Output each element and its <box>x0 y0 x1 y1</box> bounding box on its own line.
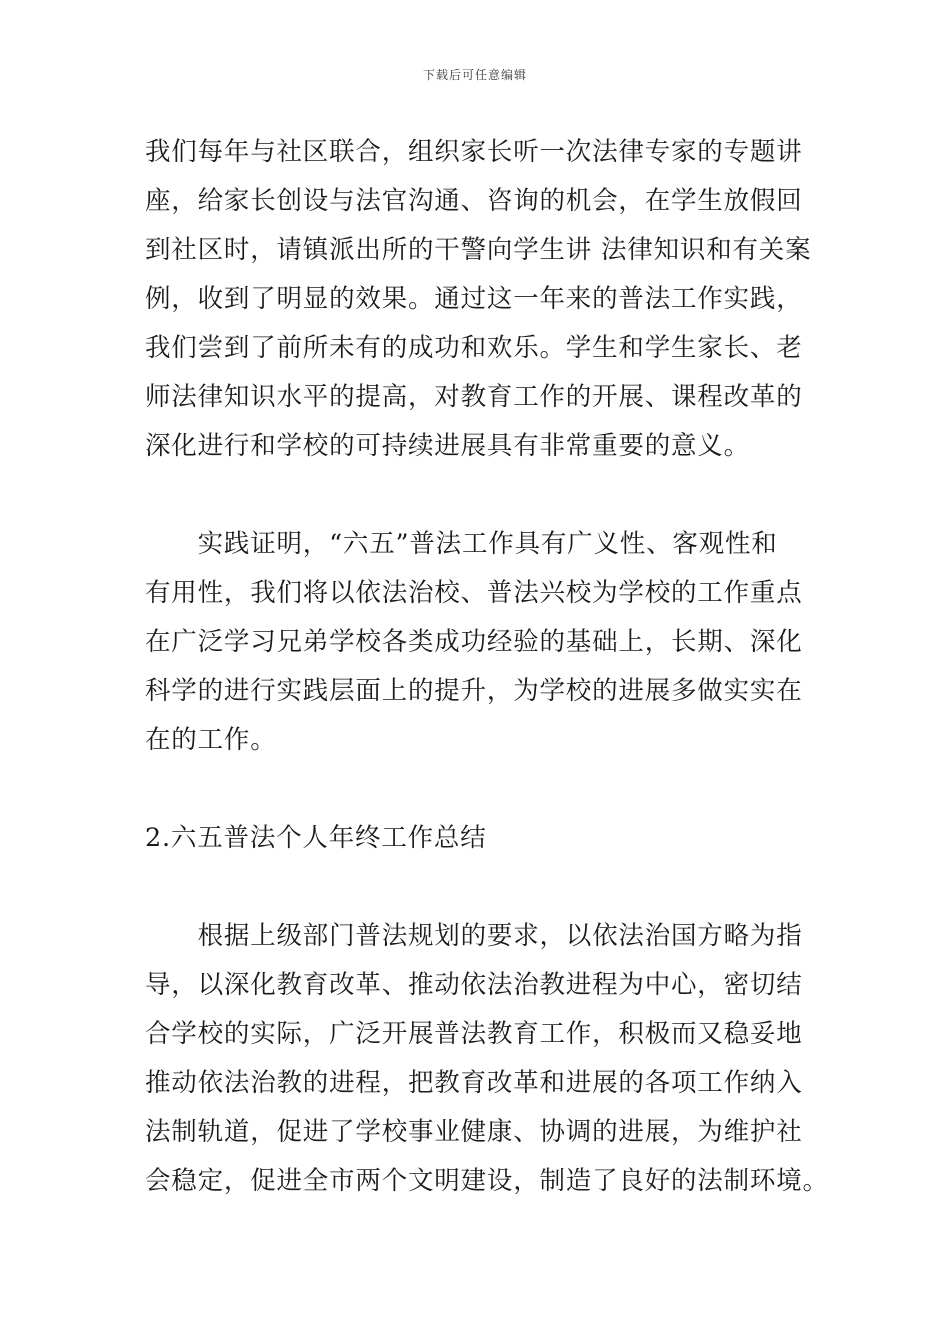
text-line: 法制轨道，促进了学校事业健康、协调的进展，为维护社 <box>145 1117 803 1147</box>
text-line: 到社区时，请镇派出所的干警向学生讲 法律知识和有关案 <box>145 235 812 265</box>
text-line: 我们每年与社区联合，组织家长听一次法律专家的专题讲 <box>145 137 803 167</box>
text-line: 合学校的实际，广泛开展普法教育工作，积极而又稳妥地 <box>145 1019 803 1049</box>
document-body <box>145 128 829 1206</box>
text-line: 在的工作。 <box>145 725 277 755</box>
text-line: 我们尝到了前所未有的成功和欢乐。学生和学生家长、老 <box>145 333 803 363</box>
section-heading: 2.六五普法个人年终工作总结 <box>145 823 487 853</box>
text-line: 根据上级部门普法规划的要求，以依法治国方略为指 <box>145 921 803 951</box>
text-line: 深化进行和学校的可持续进展具有非常重要的意义。 <box>145 431 750 461</box>
text-line: 例，收到了明显的效果。通过这一年来的普法工作实践， <box>145 284 803 314</box>
paragraph-gap <box>145 471 810 520</box>
text-line: 实践证明，“六五”普法工作具有广义性、客观性和 <box>145 529 778 559</box>
paragraph-gap <box>145 765 810 814</box>
text-line: 有用性，我们将以依法治校、普法兴校为学校的工作重点 <box>145 578 803 608</box>
text-line: 师法律知识水平的提高，对教育工作的开展、课程改革的 <box>145 382 803 412</box>
paragraph-gap <box>145 863 810 912</box>
page-header-note: 下载后可任意编辑 <box>422 68 527 82</box>
text-line: 座，给家长创设与法官沟通、咨询的机会，在学生放假回 <box>145 186 803 216</box>
text-line: 导，以深化教育改革、推动依法治教进程为中心，密切结 <box>145 970 803 1000</box>
text-line: 科学的进行实践层面上的提升，为学校的进展多做实实在 <box>145 676 803 706</box>
text-line: 会稳定，促进全市两个文明建设，制造了良好的法制环境。 <box>145 1166 829 1196</box>
text-line: 推动依法治教的进程，把教育改革和进展的各项工作纳入 <box>145 1068 803 1098</box>
text-line: 在广泛学习兄弟学校各类成功经验的基础上，长期、深化 <box>145 627 803 657</box>
